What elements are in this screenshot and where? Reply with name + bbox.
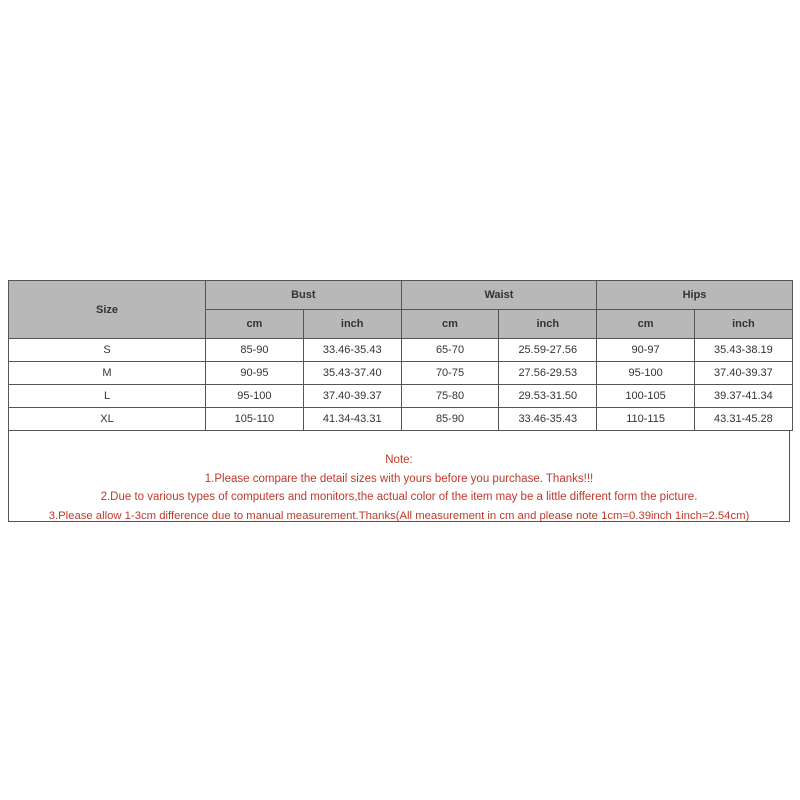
note-title: Note: — [385, 454, 413, 466]
waist-inch-cell: 27.56-29.53 — [499, 362, 597, 385]
waist-cm-cell: 65-70 — [401, 339, 499, 362]
bust-cm-cell: 95-100 — [206, 385, 304, 408]
waist-inch-header: inch — [499, 310, 597, 339]
table-row — [9, 408, 793, 431]
hips-inch-cell: 35.43-38.19 — [695, 339, 793, 362]
waist-header: Waist — [401, 281, 597, 310]
hips-inch-cell: 43.31-45.28 — [695, 408, 793, 431]
size-cell: L — [9, 385, 206, 408]
table-row — [9, 362, 793, 385]
hips-inch-cell: 39.37-41.34 — [695, 385, 793, 408]
waist-cm-cell: 85-90 — [401, 408, 499, 431]
bust-inch-cell: 37.40-39.37 — [303, 385, 401, 408]
bust-cm-header: cm — [206, 310, 304, 339]
hips-cm-cell: 95-100 — [597, 362, 695, 385]
hips-header: Hips — [597, 281, 793, 310]
bust-inch-cell: 33.46-35.43 — [303, 339, 401, 362]
hips-cm-cell: 100-105 — [597, 385, 695, 408]
waist-inch-cell: 25.59-27.56 — [499, 339, 597, 362]
bust-cm-cell: 90-95 — [206, 362, 304, 385]
size-chart — [8, 280, 792, 522]
table-row — [9, 339, 793, 362]
waist-inch-cell: 33.46-35.43 — [499, 408, 597, 431]
bust-cm-cell: 85-90 — [206, 339, 304, 362]
waist-cm-cell: 70-75 — [401, 362, 499, 385]
size-header: Size — [9, 281, 206, 339]
waist-inch-cell: 29.53-31.50 — [499, 385, 597, 408]
bust-inch-cell: 41.34-43.31 — [303, 408, 401, 431]
size-cell: XL — [9, 408, 206, 431]
bust-cm-cell: 105-110 — [206, 408, 304, 431]
bust-inch-header: inch — [303, 310, 401, 339]
waist-cm-cell: 75-80 — [401, 385, 499, 408]
hips-cm-cell: 90-97 — [597, 339, 695, 362]
note-line-3: 3.Please allow 1-3cm difference due to manual measurement.Thanks(All measurement in cm and please note 1cm=0.39inch 1inch=2.54cm) — [48, 509, 750, 522]
waist-cm-header: cm — [401, 310, 499, 339]
hips-cm-header: cm — [597, 310, 695, 339]
size-cell: M — [9, 362, 206, 385]
hips-inch-header: inch — [695, 310, 793, 339]
bust-inch-cell: 35.43-37.40 — [303, 362, 401, 385]
hips-cm-cell: 110-115 — [597, 408, 695, 431]
note-line-2: 2.Due to various types of computers and monitors,the actual color of the item may be a little different form the picture. — [100, 491, 698, 503]
note-line-1: 1.Please compare the detail sizes with yours before you purchase. Thanks!!! — [204, 472, 594, 485]
size-cell: S — [9, 339, 206, 362]
bust-header: Bust — [206, 281, 402, 310]
table-row — [9, 385, 793, 408]
hips-inch-cell: 37.40-39.37 — [695, 362, 793, 385]
note-box — [8, 431, 790, 522]
size-table — [8, 280, 793, 431]
